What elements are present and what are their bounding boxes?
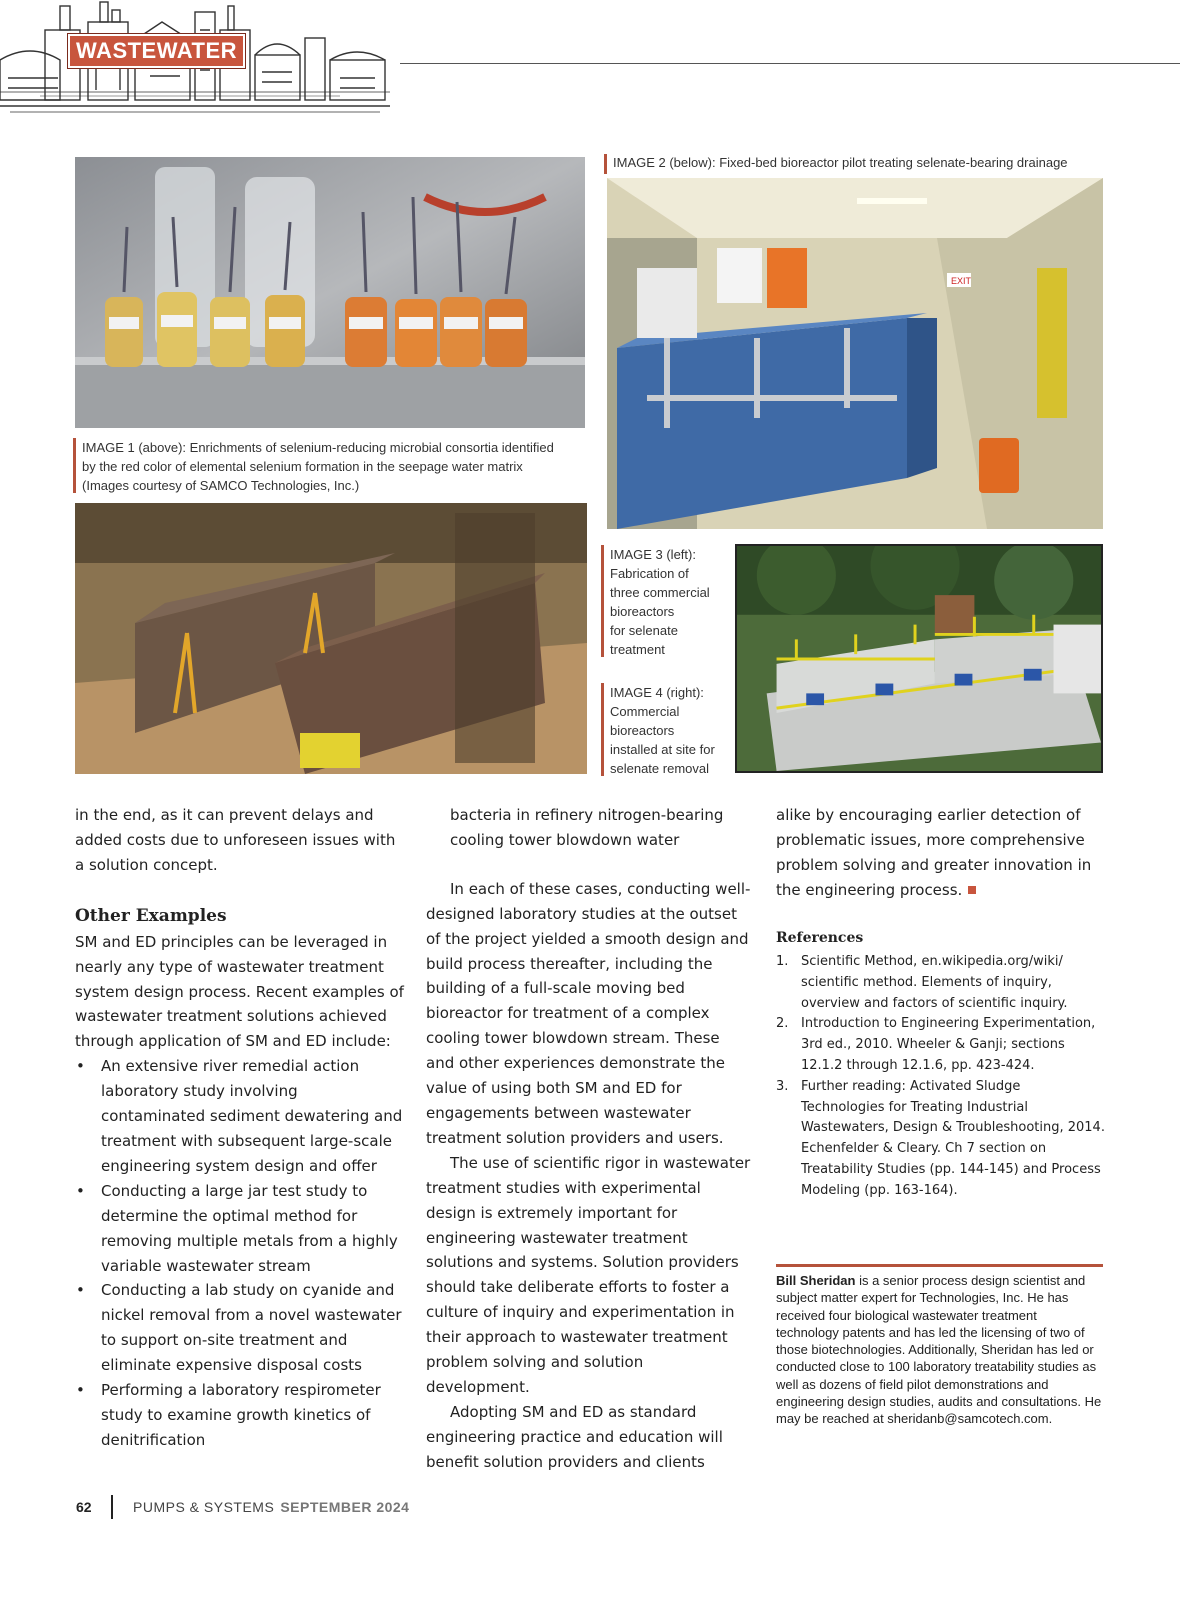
caption-line: installed at site for: [610, 742, 715, 757]
author-bio-text: is a senior process design scientist and subject matter expert for Technologies, Inc. He has received four biological wastewater treatment technology patents and has led the licensing of two of those biotechnologies. Additionally, Sheridan has led or conducted close to 100 laboratory treatability studies as well as dozens of field pilot demonstrations and engineering design studies, audits and consultations. He may be reached at sheridanb@samcotech.com.: [776, 1273, 1102, 1427]
caption-line: IMAGE 4 (right):: [610, 685, 704, 700]
references-heading: References: [776, 930, 864, 946]
end-mark-icon: [968, 886, 976, 894]
list-item: • Performing a laboratory respirometer study to examine growth kinetics of denitrification: [75, 1378, 405, 1453]
body-paragraph: The use of scientific rigor in wastewater treatment studies with experimental design is extremely important for engineering wastewater treatment solutions and systems. Solution providers should take deliberate efforts to foster a culture of inquiry and experimentation in their approach to wastewater treatment problem solving and solution development.: [426, 1153, 751, 1396]
references-list: [776, 952, 1106, 1202]
body-paragraph: In each of these cases, conducting well-designed laboratory studies at the outset of the project yielded a smooth design and build process thereafter, including the building of a full-scale moving bed bioreactor for treatment of a complex cooling tower blowdown stream. These and other experiences demonstrate the value of using both SM and ED for engagements between wastewater treatment solution providers and users.: [426, 879, 751, 1147]
reference-number: 3.: [776, 1078, 789, 1094]
author-name: Bill Sheridan: [776, 1273, 856, 1288]
reference-item: [776, 952, 1106, 1014]
reference-number: 2.: [776, 1016, 789, 1032]
reference-text: Further reading: Activated Sludge Technologies for Treating Industrial Wastewaters, Design & Troubleshooting, 2014. Echenfelder & Cleary. Ch 7 section on Treatability Studies (pp. 144-145) and Process Modeling (pp. 163-164).: [801, 1078, 1105, 1198]
footer-divider: [111, 1495, 113, 1519]
reference-item: [776, 1077, 1106, 1202]
header-rule: [400, 63, 1180, 64]
image-3-photo: [75, 503, 587, 774]
body-paragraph: in the end, as it can prevent delays and added costs due to unforeseen issues with a solution concept.: [75, 806, 396, 874]
bioreactor-fabrication-photo-icon: [75, 503, 587, 774]
caption-line: selenate removal: [610, 761, 709, 776]
examples-list: [75, 1054, 405, 1453]
body-paragraph: SM and ED principles can be leveraged in nearly any type of wastewater treatment system design process. Recent examples of wastewater treatment solutions achieved through application of SM and ED include:: [75, 932, 404, 1051]
references: [776, 930, 1106, 1202]
column-2: [426, 803, 751, 1475]
reference-text: Introduction to Engineering Experimentation, 3rd ed., 2010. Wheeler & Ganji; sections 12.1.2 through 12.1.6, pp. 423-424.: [801, 1016, 1096, 1073]
image-1-photo: [75, 157, 585, 428]
caption-line: IMAGE 1 (above): Enrichments of selenium-reducing microbial consortia identified: [82, 440, 554, 455]
bio-rule: [776, 1264, 1103, 1267]
caption-line: treatment: [610, 642, 665, 657]
reference-item: [776, 1014, 1106, 1076]
list-item: • Conducting a lab study on cyanide and nickel removal from a novel wastewater to support on-site treatment and eliminate expensive disposal costs: [75, 1278, 405, 1378]
image-3-caption: [601, 545, 731, 657]
lab-bottles-photo-icon: [75, 157, 585, 428]
caption-line: three commercial: [610, 585, 710, 600]
bioreactor-pilot-photo-icon: [607, 178, 1103, 529]
caption-line: by the red color of elemental selenium formation in the seepage water matrix: [82, 459, 523, 474]
magazine-name: PUMPS & SYSTEMS: [133, 1499, 275, 1515]
list-item: • An extensive river remedial action laboratory study involving contaminated sediment dewatering and treatment with subsequent large-scale engineering system design and offer: [75, 1054, 405, 1179]
caption-line: bioreactors: [610, 723, 675, 738]
image-1-caption: [73, 438, 593, 493]
caption-line: Fabrication of: [610, 566, 689, 581]
column-1: [75, 803, 405, 1453]
list-item: • Conducting a large jar test study to determine the optimal method for removing multiple metals from a highly variable wastewater stream: [75, 1179, 405, 1279]
caption-line: Commercial: [610, 704, 680, 719]
author-bio: [776, 1272, 1102, 1428]
list-item-continuation: bacteria in refinery nitrogen-bearing cooling tower blowdown water: [450, 806, 724, 849]
image-4-caption: [601, 683, 731, 776]
body-paragraph: Adopting SM and ED as standard engineering practice and education will benefit solution providers and clients: [426, 1402, 723, 1471]
caption-line: for selenate: [610, 623, 678, 638]
svg-text:EXIT: EXIT: [951, 276, 972, 286]
body-paragraph: [776, 803, 1102, 903]
image-2-photo: [607, 178, 1103, 529]
closing-text: alike by encouraging earlier detection of problematic issues, more comprehensive problem solving and greater innovation in the engineering process.: [776, 806, 1092, 899]
caption-line: IMAGE 3 (left):: [610, 547, 696, 562]
issue-date: SEPTEMBER 2024: [280, 1499, 410, 1515]
footer-title: [133, 1499, 409, 1515]
reference-text: Scientific Method, en.wikipedia.org/wiki/ scientific method. Elements of inquiry, overview and factors of scientific inquiry.: [801, 954, 1068, 1011]
section-tag: WASTEWATER: [68, 34, 245, 68]
installed-bioreactors-photo-icon: [737, 546, 1101, 771]
image-2-caption: [604, 154, 1124, 174]
caption-line: (Images courtesy of SAMCO Technologies, Inc.): [82, 478, 360, 493]
caption-text: IMAGE 2 (below): Fixed-bed bioreactor pilot treating selenate-bearing drainage: [613, 155, 1068, 170]
caption-line: bioreactors: [610, 604, 675, 619]
page-number: 62: [76, 1499, 92, 1515]
reference-number: 1.: [776, 954, 789, 969]
section-heading: Other Examples: [75, 905, 227, 926]
column-3: [776, 803, 1102, 903]
image-4-photo: [735, 544, 1103, 773]
